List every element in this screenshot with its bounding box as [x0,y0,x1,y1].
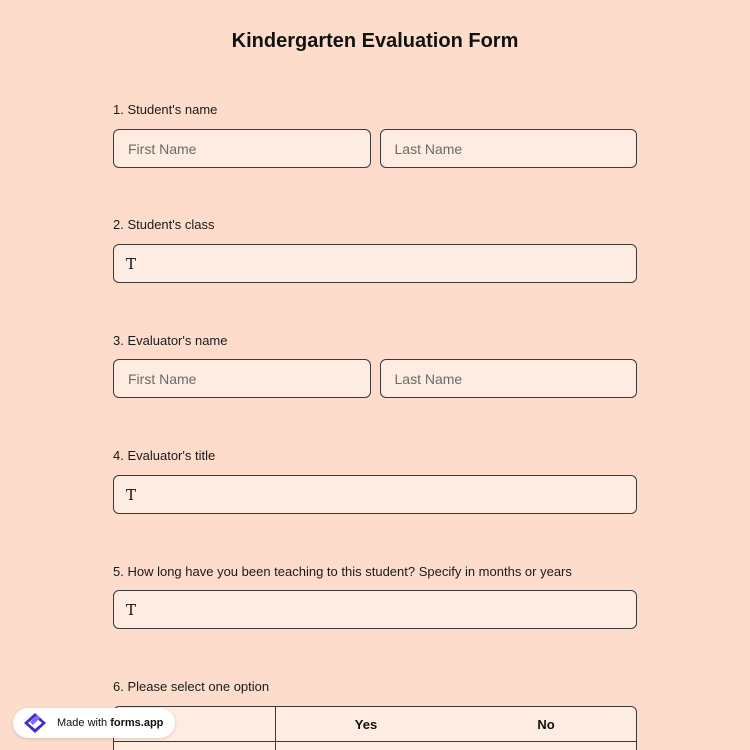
teaching-duration-input[interactable] [113,590,637,629]
student-class-input[interactable] [113,244,637,283]
text-type-icon: T [125,600,136,619]
question-label: 4. Evaluator's title [113,448,216,463]
option-yes-header: Yes [354,716,378,732]
question-student-name [113,101,638,119]
question-student-class [113,216,638,273]
student-last-name-input[interactable] [380,129,638,168]
question-teaching-duration [113,563,638,619]
question-label: 1. Student's name [113,102,218,117]
question-evaluator-title [113,447,638,504]
evaluator-title-input[interactable] [113,475,637,514]
evaluator-first-name-input[interactable] [113,359,371,398]
badge-text [57,717,163,729]
badge-brand: forms.app [110,717,164,729]
made-with-forms-app-badge[interactable] [13,708,175,738]
grid-header-options [276,707,636,742]
student-first-name-input[interactable] [113,129,371,168]
text-type-icon: T [125,485,136,504]
text-type-icon: T [125,254,136,273]
question-evaluator-name [113,332,638,350]
forms-app-logo-icon [21,712,49,734]
question-label: 5. How long have you been teaching to this student? Specify in months or years [113,564,572,579]
grid-row-label [114,742,276,750]
question-label: 2. Student's class [113,217,215,232]
option-no-header: No [537,716,555,732]
evaluator-last-name-input[interactable] [380,359,638,398]
grid-row-cells[interactable] [276,742,636,750]
question-label: 6. Please select one option [113,679,270,694]
option-grid [113,706,637,750]
name-field-row [113,359,637,398]
question-label: 3. Evaluator's name [113,333,228,348]
page-title: Kindergarten Evaluation Form [231,30,519,52]
badge-prefix: Made with [57,717,111,729]
name-field-row [113,129,637,168]
